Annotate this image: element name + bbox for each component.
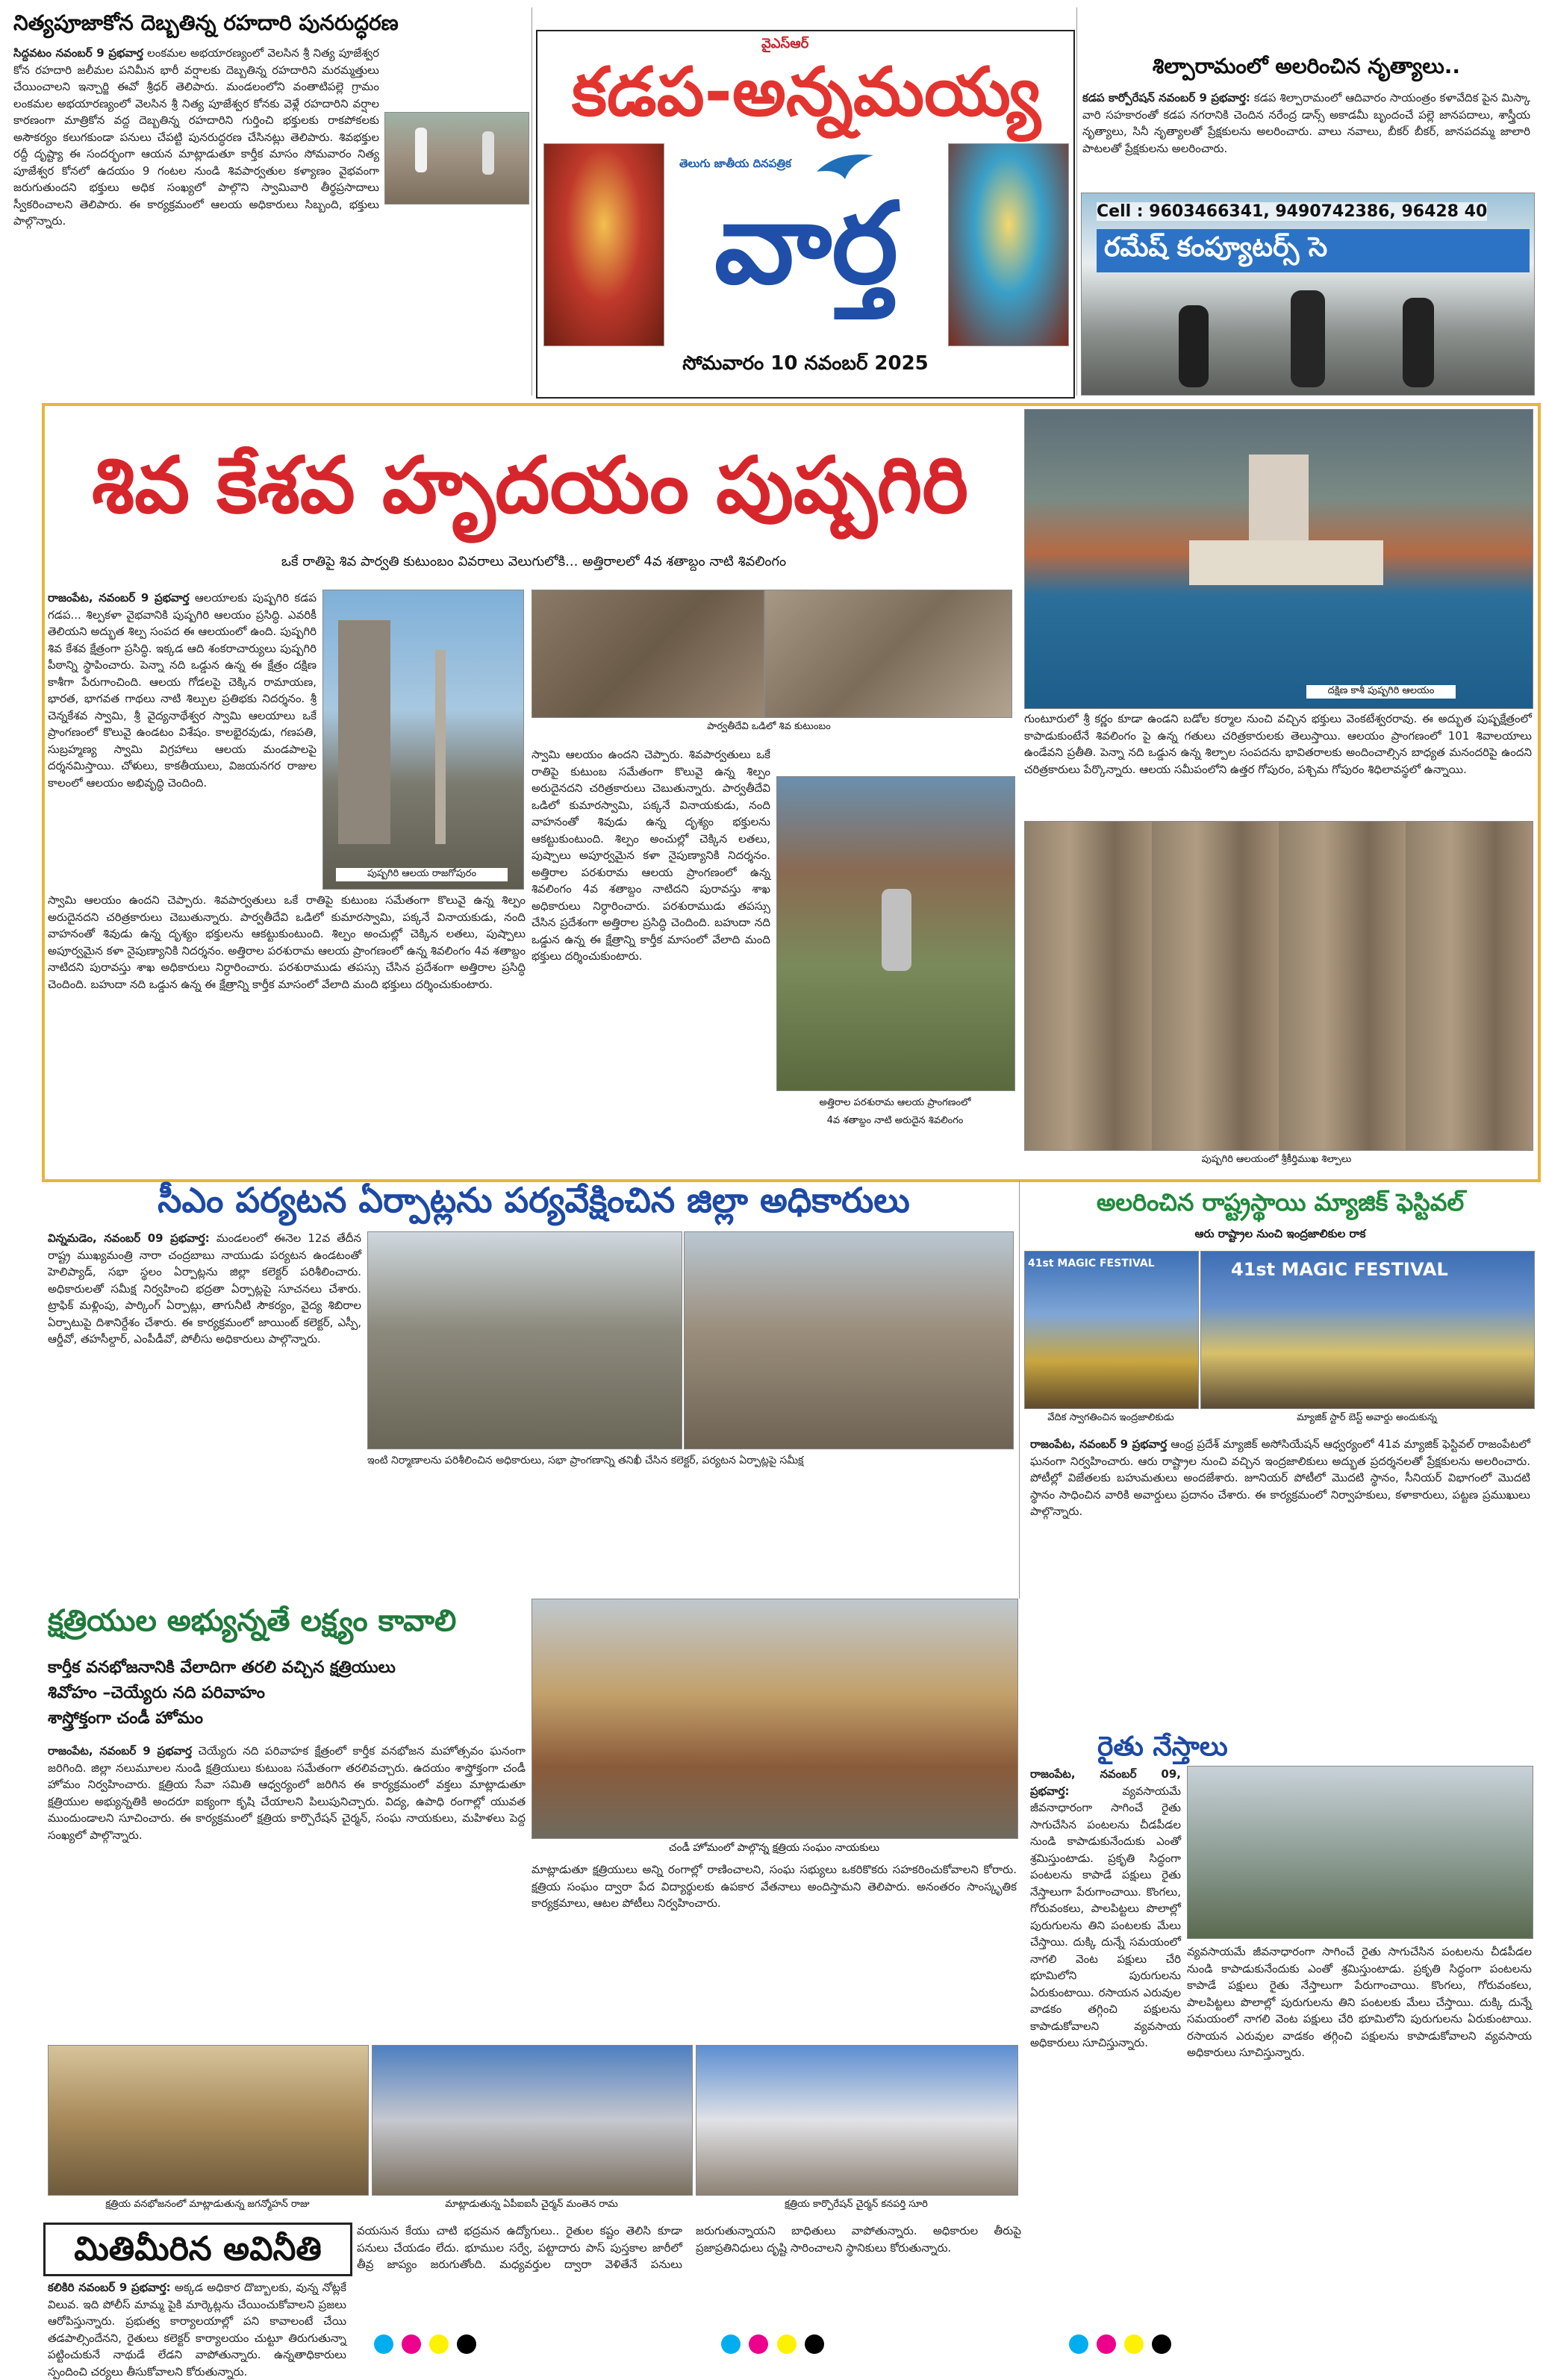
dance-photo-sign: రమేష్ కంప్యూటర్స్ సె [1097,229,1530,272]
magic-caption-right: మ్యాజిక్ స్టార్ బెస్ట్ అవార్డు అందుకున్న [1200,1412,1533,1425]
register-dot-magenta [749,2334,768,2354]
feature-subhead: ఒకే రాతిపై శివ పార్వతి కుటుంబం వివరాలు వెలుగులోకి... అత్తిరాలలో 4వ శతాబ్దం నాటి శివలింగం [281,554,787,569]
dance-story-headline: శిల్పారామంలో అలరించిన నృత్యాలు.. [1152,54,1461,78]
feature-text-right: గుంటూరులో శ్రీ కర్ణం కూడా ఉండని బడోల కర్మాల నుంచి వచ్చిన భక్తులు వెంకటేశ్వరరావు. ఈ అద్భుత పుష్పక్షేత్రంలో కాపాడుకుంటేనే శివలింగం పై ఉన్న గతులు చరిత్రకారులకు తెలుస్తాయి. ఆలయం ప్రాంగణంలో 101 శివాలయాలు ఉండేవని ప్రతీతి. పెన్నా నది ఒడ్డున ఉన్న శిల్పాల సంపదను భావితరాలకు అందించాల్సిన బాధ్యత మనందరిపై ఉందని చరిత్రకారులు పేర్కొన్నారు. ఆలయ సమీపంలోని ఉత్తర గోపురం, పశ్చిమ గోపురం శిధిలావస్థలో ఉన్నాయి. [1024,712,1532,776]
kshatriya-caption-c: క్షత్రియ కార్పొరేషన్ చైర్మన్ కనపర్తి సూరి [696,2199,1017,2212]
kshatriya-bullets [48,1655,526,1731]
homam-caption: చండీ హోమంలో పాల్గొన్న క్షత్రియ సంఘం నాయకులు [532,1842,1017,1856]
corruption-body-2 [357,2223,1021,2342]
magic-banner-left: 41st MAGIC FESTIVAL [1028,1258,1155,1269]
feature-body-left [48,590,317,836]
linga-caption-1: అత్తిరాల పరశురామ ఆలయ ప్రాంగణంలో [776,1097,1014,1111]
pillar [435,650,446,844]
column-divider [1019,1181,1020,1599]
feature-body-left-lower [48,892,526,1168]
register-dot-magenta [402,2334,421,2354]
dance-photo [1081,193,1535,396]
corruption-headline: మితిమీరిన అవినీతి [74,2230,322,2268]
carving-photo-1 [532,590,764,718]
register-dot-yellow [429,2334,449,2354]
register-dot-black [457,2334,476,2354]
kshatriya-photo-a [48,2045,369,2196]
cm-story-caption: ఇంటి నిర్మాణాలను పరిశీలించిన అధికారులు, సభా ప్రాంగణాన్ని తనిఖీ చేసిన కలెక్టర్, పర్యటన ఏర్పాట్లపై సమీక్ష [367,1455,804,1467]
feature-dateline: రాజంపేట, నవంబర్ 9 ప్రభవార్త [48,591,190,605]
column-divider [1076,7,1077,396]
dancer-figure [1179,305,1209,387]
kshatriya-bullet: శివోహం –చెయ్యేరు నది పరివాహం [48,1684,265,1702]
carving-photo-2 [764,590,1012,718]
feature-body-right [1024,710,1532,815]
magic-photo-right [1200,1251,1535,1409]
road-photo [384,112,529,204]
register-dot-cyan [721,2334,741,2354]
gopuram-photo [322,590,524,890]
dance-photo-banner: Cell : 9603466341, 9490742386, 96428 40 [1097,202,1488,221]
road-story-headline: నిత్యపూజాకోన దెబ్బతిన్న రహదారి పునరుద్ధరణ [13,10,399,35]
masthead-date: సోమవారం 10 నవంబర్ 2025 [682,352,929,375]
corruption-text-2: వయసున కేయు చాటి భద్రమన ఉద్యోగులు.. రైతుల కష్టం తెలిసి కూడా పనులు చేయడం లేదు. భూముల సర్వే, పట్టాదారు పాస్ పుస్తకాల జారీలో తీవ్ర జాప్యం జరుగుతోంది. మధ్యవర్తుల ద్వారా వెళితేనే పనులు జరుగుతున్నాయని బాధితులు వాపోతున్నారు. అధికారుల తీరుపై ప్రజాప్రతినిధులు దృష్టి సారించాలని స్థానికులు కోరుతున్నారు. [357,2224,1021,2271]
kashi-temple-photo [1024,409,1533,709]
cm-story-body [48,1230,361,1590]
shiva-lingam [882,889,911,971]
dancer-figure [1291,290,1325,387]
temple-tower [1249,455,1309,552]
kshatriya-caption-a: క్షత్రియ వనభోజనంలో మాట్లాడుతున్న జగన్మోహన్ రాజు [48,2199,367,2212]
kshatriya-headline: క్షత్రియుల అభ్యున్నతే లక్ష్యం కావాలి [48,1604,457,1638]
homam-photo [532,1599,1018,1839]
kshatriya-text: చెయ్యేరు నది పరివాహక క్షేత్రంలో కార్తీక వనభోజన మహోత్సవం ఘనంగా జరిగింది. జిల్లా నలుమూలల నుండి క్షత్రియులు కుటుంబ సమేతంగా తరలివచ్చారు. ఉదయం శాస్త్రోక్తంగా చండీ హోమం నిర్వహించారు. క్షత్రియ సేవా సమితి ఆధ్వర్యంలో జరిగిన ఈ కార్యక్రమంలో వక్తలు మాట్లాడుతూ క్షత్రియుల అభ్యున్నతికి అందరూ ఐక్యంగా కృషి చేయాలని పిలుపునిచ్చారు. విద్య, ఉపాధి రంగాల్లో యువత ముందుండాలని సూచించారు. ఈ కార్యక్రమంలో క్షత్రియ కార్పొరేషన్ చైర్మన్, సంఘ నాయకులు, మహిళలు పెద్ద సంఖ్యలో పాల్గొన్నారు. [48,1744,526,1842]
masthead-logo: వార్త [714,179,899,309]
masthead [536,30,1075,399]
parvathi-caption: పార్వతీదేవి ఒడిలో శివ కుటుంబం [582,721,956,734]
masthead-title: కడప-అన్నమయ్య [571,53,1041,131]
magic-photo-left [1024,1251,1199,1409]
carvings-caption: పుష్పగిరి ఆలయంలో శ్రీకీర్తిముఖ శిల్పాలు [1120,1154,1433,1167]
edition-tag: వైఎస్ఆర్ [761,36,809,51]
birds-photo [1187,1766,1533,1939]
farmers-text: వ్యవసాయమే జీవనాధారంగా సాగించే రైతు సాగుచేసిన పంటలను చీడపీడల నుండి కాపాడుకునేందుకు ఎంతో శ్రమిస్తుంటాడు. ప్రకృతి సిద్ధంగా పంటలను కాపాడే పక్షులు రైతు నేస్తాలుగా పేరుగాంచాయి. కొంగలు, గోరువంకలు, పాలపిట్టలు పొలాల్లో పురుగులను తిని పంటలకు మేలు చేస్తాయి. దుక్కి దున్నే సమయంలో నాగలి వెంట పక్షులు చేరి భూమిలోని పురుగులను ఏరుకుంటాయి. రసాయన ఎరువుల వాడకం తగ్గించి పక్షులను కాపాడుకోవాలని వ్యవసాయ అధికారులు సూచిస్తున్నారు. [1030,1784,1181,2049]
magic-headline: అలరించిన రాష్ట్రస్థాయి మ్యాజిక్ ఫెస్టివల్ [1096,1188,1465,1216]
corruption-box [43,2223,352,2276]
dance-story-dateline: కడప కార్పోరేషన్ నవంబర్ 9 ప్రభవార్త: [1082,91,1250,104]
corruption-dateline: కలికిరి నవంబర్ 9 ప్రభవార్త: [48,2281,171,2294]
register-dot-black [1152,2334,1171,2354]
farmers-headline: రైతు నేస్తాలు [1097,1731,1228,1762]
tagline: తెలుగు జాతీయ దినపత్రిక [679,157,791,170]
kirtimukha-carvings-photo [1024,821,1533,1151]
magic-banner-right: 41st MAGIC FESTIVAL [1231,1259,1448,1280]
kshatriya-dateline: రాజంపేట, నవంబర్ 9 ప్రభవార్త [48,1744,193,1758]
print-register-marks [15,2334,1530,2355]
kshatriya-photo-c [696,2045,1018,2196]
kshatriya-bullet: కార్తీక వనభోజనానికి వేలాదిగా తరలి వచ్చిన క్షత్రియులు [48,1658,396,1677]
magic-caption-left: వేదిక స్వాగతించిన ఇంద్రజాలికుడు [1024,1412,1197,1425]
cm-photo-2 [684,1231,1014,1449]
kshatriya-caption-b: మాట్లాడుతున్న ఏపీఐఐసీ చైర్మన్ మంతెన రామ [372,2199,691,2212]
register-dot-black [805,2334,824,2354]
farmers-body-lower [1187,1943,1532,2309]
deity-image-left [543,143,664,346]
road-story-text: లంకమల అభయారణ్యంలో వెలసిన శ్రీ నిత్య పూజేశ్వర కోన రహదారి జలీమల పనిమీన భారీ వర్షాలకు దెబ్బతిన్న రహదారిని మరమ్మత్తులు చేయించాలని ఇన్చార్జి ఈవో శ్రీధర్ తెలిపారు. మండలంలోని వంతాటిపల్లె గ్రామం లంకమల అభయారణ్యంలో వెలసిన శ్రీ నిత్య పూజేశ్వర కోనకు వెళ్లే రహదారిని వర్షాల కారణంగా మాత్రికోన వద్ద దెబ్బతిన్న రహదారిని గుర్తించి భక్తులకు రాకపోకలకు అసౌకర్యం కలుగకుండా పనులు చేపట్టి పునరుద్ధరణ చేసినట్లు తెలిపారు. శివభక్తుల రద్దీ దృష్ట్యా ఈ సందర్భంగా ఆయన మాట్లాడుతూ కార్తీక మాసం సోమవారం నిత్య పూజేశ్వర కోనలో ఉదయం 9 గంటల నుండి శివపార్వతుల కళ్యాణం వైభవంగా జరుగుతుందని భక్తులు అధిక సంఖ్యలో పాల్గొని స్వామివారి తీర్థప్రసాదాలు స్వీకరించాలని తెలిపారు. ఈ కార్యక్రమంలో ఆలయ అధికారులు సిబ్బంది, భక్తులు పాల్గొన్నారు. [13,46,379,228]
farmers-body [1030,1766,1181,2079]
corruption-text: అక్కడ అధికార దొబ్బాలకు, వున్న నోట్లకే విలువ. ఇది పోలీస్ మామ్మ పైకి మార్కెట్లను చేయించుకోవాలని ప్రజలు ఆరోపిస్తున్నారు. ప్రభుత్వ కార్యాలయాల్లో పని కావాలంటే చేయి తడపాల్సిందేనని, రైతులు కలెక్టర్ కార్యాలయం చుట్టూ తిరుగుతున్నా పట్టించుకునే నాథుడే లేడని వాపోతున్నారు. ఉన్నతాధికారులు స్పందించి చర్యలు తీసుకోవాలని కోరుతున్నారు. [48,2281,346,2379]
farmers-dateline: రాజంపేట, నవంబర్ 09, ప్రభవార్త: [1030,1767,1181,1798]
magic-dateline: రాజంపేట, నవంబర్ 9 ప్రభవార్త [1030,1437,1168,1451]
road-story-body [13,45,379,396]
register-dot-yellow [777,2334,797,2354]
road-story-body-top [384,45,528,109]
feature-headline: శివ కేశవ హృదయం పుష్పగిరి [91,440,969,531]
deity-image-right [948,143,1069,346]
kshatriya-body-2 [532,1861,1017,2033]
gopuram-caption: పుష్పగిరి ఆలయ రాజగోపురం [336,868,508,881]
cm-photo-1 [367,1231,682,1449]
register-dot-yellow [1124,2334,1144,2354]
register-dot-cyan [374,2334,393,2354]
kshatriya-bullet: శాస్త్రోక్తంగా చండీ హోమం [48,1709,204,1728]
magic-subhead: ఆరు రాష్ట్రాల నుంచి ఇంద్రజాలికుల రాక [1194,1227,1366,1240]
dancer-figure [1403,298,1434,387]
linga-photo [776,776,1015,1091]
farmers-text-lower: వ్యవసాయమే జీవనాధారంగా సాగించే రైతు సాగుచేసిన పంటలను చీడపీడల నుండి కాపాడుకునేందుకు ఎంతో శ్రమిస్తుంటాడు. ప్రకృతి సిద్ధంగా పంటలను కాపాడే పక్షులు రైతు నేస్తాలుగా పేరుగాంచాయి. కొంగలు, గోరువంకలు, పాలపిట్టలు పొలాల్లో పురుగులను తిని పంటలకు మేలు చేస్తాయి. దుక్కి దున్నే సమయంలో నాగలి వెంట పక్షులు చేరి భూమిలోని పురుగులను ఏరుకుంటాయి. రసాయన ఎరువుల వాడకం తగ్గించి పక్షులను కాపాడుకోవాలని వ్యవసాయ అధికారులు సూచిస్తున్నారు. [1187,1945,1532,2059]
magic-story-body [1030,1436,1530,1727]
feature-text-mid: స్వామి ఆలయం ఉందని చెప్పారు. శివపార్వతులు ఒకే రాతిపై కుటుంబ సమేతంగా కొలువై ఉన్న శిల్పం అరుదైనదని చరిత్రకారులు చెబుతున్నారు. పార్వతీదేవి ఒడిలో కుమారస్వామి, పక్కనే వినాయకుడు, నంది వాహనంతో శివుడు ఉన్న దృశ్యం భక్తులను ఆకట్టుకుంటుంది. శిల్పం అంచుల్లో చెక్కిన లతలు, పుష్పాలు అపూర్వమైన కళా నైపుణ్యానికి నిదర్శనం. అత్తిరాల పరశురామ ఆలయ ప్రాంగణంలో ఉన్న శివలింగం 4వ శతాబ్దం నాటిదని పురావస్తు శాఖ అధికారులు నిర్ధారించారు. పరశురాముడు తపస్సు చేసిన ప్రదేశంగా అత్తిరాల ప్రసిద్ధి చెందింది. బహుదా నది ఒడ్డున ఉన్న ఈ క్షేత్రాన్ని కార్తీక మాసంలో వేలాది మంది భక్తులు దర్శించుకుంటారు. [48,893,526,991]
linga-caption-2: 4వ శతాబ్దం నాటి అరుదైన శివలింగం [776,1115,1014,1128]
kashi-caption: దక్షిణ కాశీ పుష్పగిరి ఆలయం [1306,685,1456,699]
gopuram-tower [338,620,390,844]
feature-body-center [532,746,770,1172]
dance-story-body [1082,90,1530,194]
kshatriya-text-2: మాట్లాడుతూ క్షత్రియులు అన్ని రంగాల్లో రాణించాలని, సంఘ సభ్యులు ఒకరికొకరు సహకరించుకోవాలని కోరారు. క్షత్రియ సంఘం ద్వారా పేద విద్యార్థులకు ఉపకార వేతనాలు అందిస్తామని తెలిపారు. అనంతరం సాంస్కృతిక కార్యక్రమాలు, ఆటల పోటీలు నిర్వహించారు. [532,1863,1017,1910]
temple-base [1189,540,1383,585]
corruption-body [48,2279,346,2379]
dance-story-text: కడప శిల్పారామంలో ఆదివారం సాయంత్రం కళావేదిక పైన మిస్కా వారి సహకారంతో కడప నగరానికి చెందిన నరేంద్ర డాన్స్ అకాడమీ బృందంచే పల్లె జానపదాలు, శాస్త్రీయ నృత్యాలు, సినీ నృత్యాలతో ప్రేక్షకులను అలరించారు. వాలు నవాలు, బీకర్ బీకర్, జానపదమ్మ జాలారి పాటలతో ప్రేక్షకులను అలరించారు. [1082,91,1530,155]
cm-story-dateline: విన్నమడెం, నవంబర్ 09 ప్రభవార్త: [48,1231,210,1245]
kshatriya-photo-b [372,2045,693,2196]
register-dot-magenta [1097,2334,1116,2354]
kshatriya-body [48,1743,526,2026]
road-story-dateline: సిద్దవటం నవంబర్ 9 ప్రభవార్త [13,46,143,60]
magic-text: ఆంధ్ర ప్రదేశ్ మ్యాజిక్ అసోసియేషన్ ఆధ్వర్యంలో 41వ మ్యాజిక్ ఫెస్టివల్ రాజంపేటలో ఘనంగా నిర్వహించారు. ఆరు రాష్ట్రాల నుంచి వచ్చిన ఇంద్రజాలికులు అద్భుత ప్రదర్శనలతో ప్రేక్షకులను అలరించారు. పోటీల్లో విజేతలకు బహుమతులు అందజేశారు. జూనియర్ పోటీలో మొదటి స్థానం, సీనియర్ విభాగంలో మొదటి స్థానం సాధించిన వారికి అవార్డులు ప్రదానం చేశారు. ఈ కార్యక్రమంలో నిర్వాహకులు, కళాకారులు, పట్టణ ప్రముఖులు పాల్గొన్నారు. [1030,1437,1530,1518]
cm-story-text: మండలంలో ఈనెల 12వ తేదీన రాష్ట్ర ముఖ్యమంత్రి నారా చంద్రబాబు నాయుడు పర్యటన ఉండటంతో హెలిప్యాడ్, సభా స్థలం ఏర్పాట్లను జిల్లా కలెక్టర్ పరిశీలించారు. అధికారులతో సమీక్ష నిర్వహించి భద్రతా ఏర్పాట్లపై సూచనలు చేశారు. ట్రాఫిక్ మళ్లింపు, పార్కింగ్ ఏర్పాట్లు, తాగునీటి సౌకర్యం, వైద్య శిబిరాల ఏర్పాటుపై దిశానిర్దేశం చేశారు. ఈ కార్యక్రమంలో జాయింట్ కలెక్టర్, ఎస్పీ, ఆర్డీవో, తహసీల్దార్, ఎంపీడీవో, పోలీసు అధికారులు పాల్గొన్నారు. [48,1231,361,1346]
feature-text-center: స్వామి ఆలయం ఉందని చెప్పారు. శివపార్వతులు ఒకే రాతిపై కుటుంబ సమేతంగా కొలువై ఉన్న శిల్పం అరుదైనదని చరిత్రకారులు చెబుతున్నారు. పార్వతీదేవి ఒడిలో కుమారస్వామి, పక్కనే వినాయకుడు, నంది వాహనంతో శివుడు ఉన్న దృశ్యం భక్తులను ఆకట్టుకుంటుంది. శిల్పం అంచుల్లో చెక్కిన లతలు, పుష్పాలు అపూర్వమైన కళా నైపుణ్యానికి నిదర్శనం. అత్తిరాల పరశురామ ఆలయ ప్రాంగణంలో ఉన్న శివలింగం 4వ శతాబ్దం నాటిదని పురావస్తు శాఖ అధికారులు నిర్ధారించారు. పరశురాముడు తపస్సు చేసిన ప్రదేశంగా అత్తిరాల ప్రసిద్ధి చెందింది. బహుదా నది ఒడ్డున ఉన్న ఈ క్షేత్రాన్ని కార్తీక మాసంలో వేలాది మంది భక్తులు దర్శించుకుంటారు. [532,748,770,963]
cm-story-headline: సీఎం పర్యటన ఏర్పాట్లను పర్యవేక్షించిన జిల్లా అధికారులు [158,1180,910,1220]
register-dot-cyan [1069,2334,1088,2354]
feature-text-left: ఆలయాలకు పుష్పగిరి కడప గడప... శిల్పకళా వైభవానికి పుష్పగిరి ఆలయం ప్రసిద్ధి. ఎవరికీ తెలియని అద్భుత శిల్ప సంపద ఈ ఆలయంలో ఉంది. పుష్పగిరి శివ కేశవ క్షేత్రంగా ప్రసిద్ధి. ఇక్కడ ఆది శంకరాచార్యులు పుష్పగిరి పీఠాన్ని స్థాపించారు. పెన్నా నది ఒడ్డున ఉన్న ఈ క్షేత్రం దక్షిణ కాశీగా పేరుగాంచింది. ఆలయ గోడలపై చెక్కిన రామాయణ, భారత, భాగవత గాథలు నాటి శిల్పుల ప్రతిభకు నిదర్శనం. శ్రీ చెన్నకేశవ స్వామి, శ్రీ వైద్యనాథేశ్వర స్వామి ఆలయాలు ఒకే ప్రాంగణంలో కొలువై ఉండటం విశేషం. కాలభైరవుడు, గణపతి, సుబ్రహ్మణ్య స్వామి విగ్రహాలు ఆలయ మండపాలపై దర్శనమిస్తాయి. చోళులు, కాకతీయులు, విజయనగర రాజుల కాలంలో ఆలయం అభివృద్ధి చెందింది. [48,591,317,790]
